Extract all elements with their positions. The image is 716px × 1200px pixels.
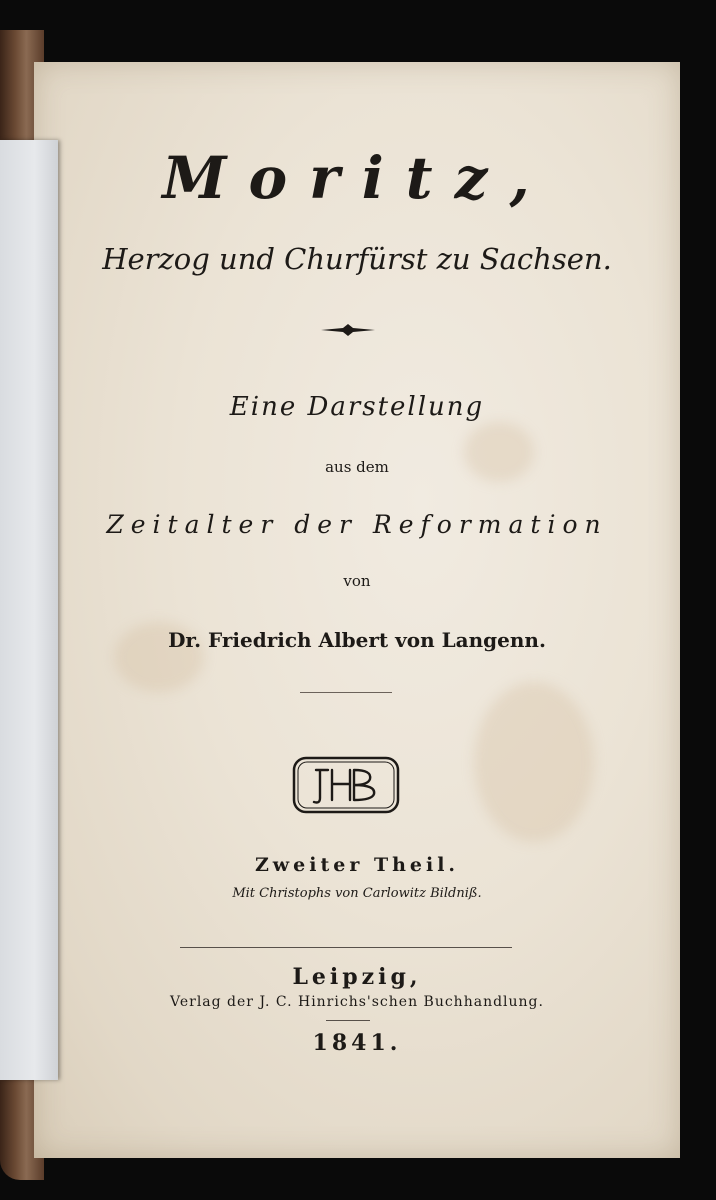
publication-city: Leipzig,	[292, 964, 422, 990]
connector-von: von	[343, 572, 371, 590]
author-name: Dr. Friedrich Albert von Langenn.	[168, 628, 546, 652]
era-line: Zeitalter der Reformation	[106, 510, 608, 539]
description: Eine Darstellung	[229, 392, 485, 422]
book-title: Moritz,	[162, 144, 552, 212]
divider-tiny	[326, 1020, 370, 1021]
publisher-monogram-logo	[288, 754, 404, 816]
book-subtitle: Herzog und Churfürst zu Sachsen.	[102, 242, 612, 276]
flyleaf	[0, 140, 58, 1080]
volume-part: Zweiter Theil.	[254, 854, 460, 876]
portrait-note: Mit Christophs von Carlowitz Bildniß.	[232, 886, 482, 901]
title-page	[34, 62, 680, 1158]
divider-long	[180, 947, 512, 948]
publisher-name: Verlag der J. C. Hinrichs'schen Buchhandlung.	[170, 994, 544, 1010]
connector-aus-dem: aus dem	[325, 458, 389, 476]
diamond-ornament-icon	[321, 324, 375, 336]
divider-short	[300, 692, 392, 693]
publication-year: 1841.	[312, 1030, 402, 1056]
